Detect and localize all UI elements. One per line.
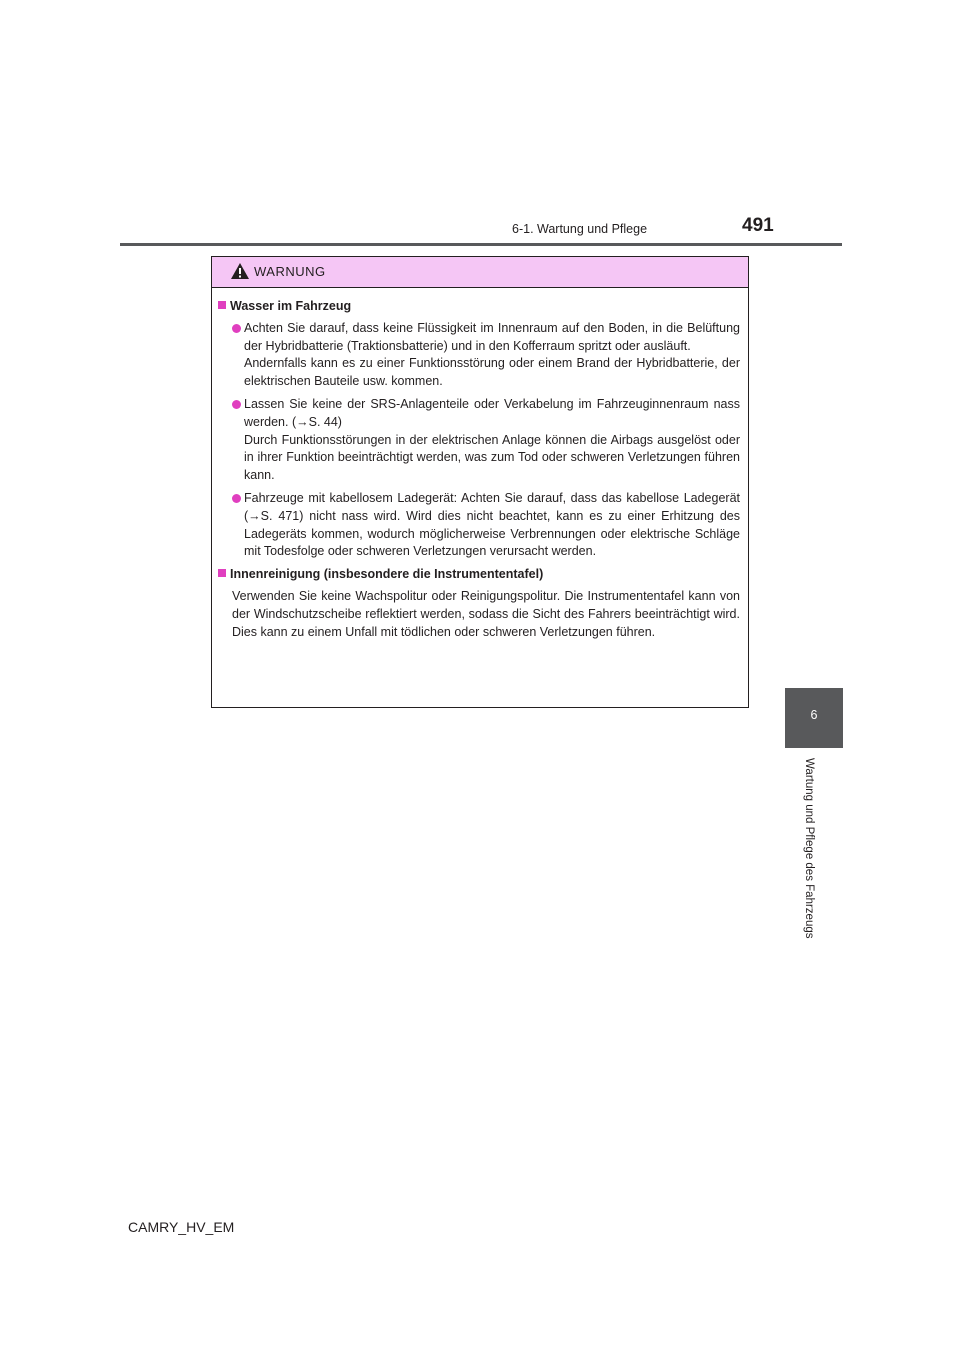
section-heading-text: Innenreinigung (insbesondere die Instrumententafel) (230, 567, 544, 582)
bullet-item (218, 320, 740, 391)
bullet-item (218, 396, 740, 485)
section-heading-text: Wasser im Fahrzeug (230, 299, 352, 313)
section-heading (218, 566, 740, 584)
bullet-text: Fahrzeuge mit kabellosem Ladegerät: Achten Sie darauf, dass das kabellose Ladegerät (→S. 471) nicht nass wird. Wird dies nicht beachtet, kann es zu einer Erhitzung des Ladegeräts kommen, wodurch möglicherweise Verbrennungen oder elektrische Schläge mit Todesfolge oder schweren Verletzungen verursacht werden. (244, 490, 740, 559)
page-number: 491 (742, 215, 774, 236)
section-heading (218, 298, 740, 316)
chapter-label (793, 758, 815, 958)
square-bullet-icon (218, 301, 226, 309)
warning-header (212, 257, 748, 288)
chapter-label-text: Wartung und Pflege des Fahrzeugs (803, 758, 815, 939)
circle-bullet-icon (232, 494, 241, 503)
circle-bullet-icon (232, 400, 241, 409)
warning-triangle-icon (230, 262, 250, 280)
warning-box (211, 256, 749, 708)
header-divider (120, 243, 842, 246)
section-paragraph: Verwenden Sie keine Wachspolitur oder Reinigungspolitur. Die Instrumententafel kann von der Windschutzscheibe reflektiert werden, sodass die Sicht des Fahrers beeinträchtigt wird. Dies kann zu einem Unfall mit tödlichen oder schweren Verletzungen führen. (232, 588, 740, 639)
warning-title: WARNUNG (254, 264, 326, 279)
model-code: CAMRY_HV_EM (128, 1219, 235, 1235)
chapter-number: 6 (810, 708, 818, 722)
square-bullet-icon (218, 569, 226, 577)
bullet-text: Andernfalls kann es zu einer Funktionsstörung oder einem Brand der Hybridbatterie, der elektrischen Bauteile usw. kommen. (244, 356, 740, 389)
bullet-item (218, 490, 740, 561)
chapter-tab (785, 688, 843, 748)
warning-body (212, 288, 748, 641)
header-section-title: 6-1. Wartung und Pflege (512, 222, 648, 236)
bullet-text: Achten Sie darauf, dass keine Flüssigkeit im Innenraum auf den Boden, in die Belüftung der Hybridbatterie (Traktionsbatterie) und in den Kofferraum spritzt oder ausläuft. (244, 320, 740, 353)
bullet-text: Durch Funktionsstörungen in der elektrischen Anlage können die Airbags ausgelöst oder in ihrer Funktion beeinträchtigt werden, was zum Tod oder schweren Verletzungen führen kann. (244, 432, 740, 483)
bullet-text: Lassen Sie keine der SRS-Anlagenteile oder Verkabelung im Fahrzeuginnenraum nass werden. (→S. 44) (244, 396, 740, 429)
circle-bullet-icon (232, 324, 241, 333)
